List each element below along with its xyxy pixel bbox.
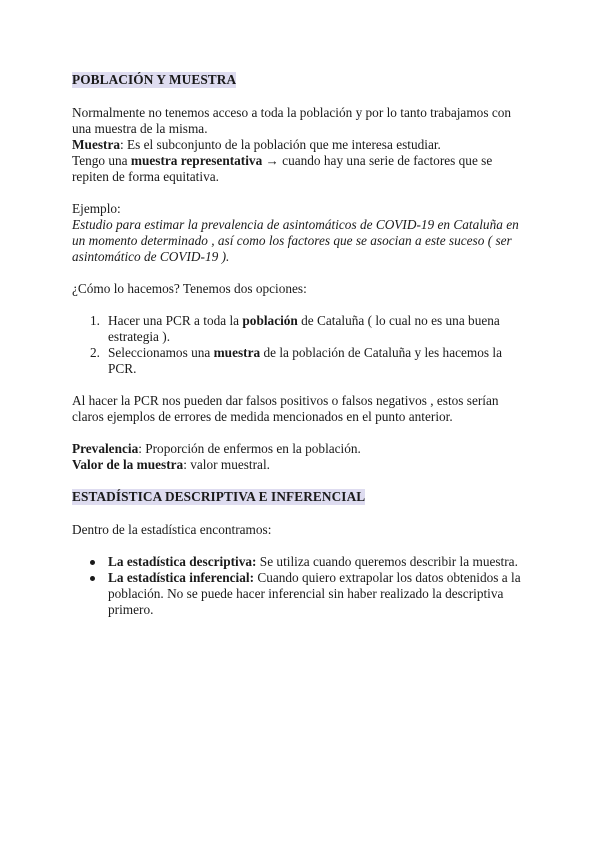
list-number: 1. bbox=[90, 313, 100, 328]
valor-definition bbox=[72, 457, 532, 473]
repr-pre: Tengo una bbox=[72, 153, 131, 168]
option-post: de Cataluña ( lo cual no es una buena estrategia ). bbox=[108, 313, 500, 344]
ejemplo-label: Ejemplo: bbox=[72, 201, 121, 216]
heading-text: POBLACIÓN Y MUESTRA bbox=[72, 72, 237, 87]
muestra-def: : Es el subconjunto de la población que me interesa estudiar. bbox=[120, 137, 441, 152]
bullet-icon bbox=[90, 560, 95, 565]
option-bold: población bbox=[242, 313, 298, 328]
muestra-definition bbox=[72, 137, 532, 153]
list-item bbox=[72, 313, 532, 345]
bullet-icon bbox=[90, 576, 95, 581]
heading-text: ESTADÍSTICA DESCRIPTIVA E INFERENCIAL bbox=[72, 489, 366, 504]
prevalencia-definition bbox=[72, 441, 532, 457]
options-list bbox=[72, 313, 532, 377]
intro-paragraph: Normalmente no tenemos acceso a toda la población y por lo tanto trabajamos con una muestra de la misma. bbox=[72, 105, 512, 136]
option-bold: muestra bbox=[213, 345, 261, 360]
muestra-representativa-line bbox=[72, 153, 532, 185]
repr-post: → cuando hay una serie de factores que se repiten de forma equitativa. bbox=[72, 153, 493, 184]
ejemplo-text: Estudio para estimar la prevalencia de asintomáticos de COVID-19 en Cataluña en un momento determinado , así como los factores que se asocian a este suceso ( ser asintomático de COVID-19 ). bbox=[72, 217, 519, 264]
pcr-paragraph: Al hacer la PCR nos pueden dar falsos positivos o falsos negativos , estos serían claros ejemplos de errores de medida mencionados en el punto anterior. bbox=[72, 393, 499, 424]
list-number: 2. bbox=[90, 345, 100, 360]
bullet-text: Cuando quiero extrapolar los datos obtenidos a la población. No se puede hacer inferencial sin haber realizado la descriptiva primero. bbox=[108, 570, 521, 617]
prevalencia-term: Prevalencia bbox=[72, 441, 139, 456]
valor-def: : valor muestral. bbox=[183, 457, 270, 472]
option-pre: Seleccionamos una bbox=[108, 345, 214, 360]
bullet-list bbox=[72, 554, 532, 618]
prevalencia-def: : Proporción de enfermos en la población. bbox=[138, 441, 361, 456]
repr-term: muestra representativa bbox=[130, 153, 263, 168]
section-heading-poblacion bbox=[72, 72, 532, 88]
muestra-term: Muestra bbox=[72, 137, 120, 152]
list-item bbox=[72, 345, 532, 377]
valor-term: Valor de la muestra bbox=[72, 457, 184, 472]
list-item bbox=[72, 554, 532, 570]
document-content bbox=[72, 72, 532, 618]
bullet-text: Se utiliza cuando queremos describir la muestra. bbox=[256, 554, 518, 569]
option-pre: Hacer una PCR a toda la bbox=[108, 313, 243, 328]
bullet-term: La estadística descriptiva: bbox=[108, 554, 257, 569]
section-heading-estadistica bbox=[72, 489, 532, 505]
como-question: ¿Cómo lo hacemos? Tenemos dos opciones: bbox=[72, 281, 307, 296]
option-post: de la población de Cataluña y les hacemos la PCR. bbox=[108, 345, 502, 376]
bullet-term: La estadística inferencial: bbox=[108, 570, 254, 585]
list-item bbox=[72, 570, 532, 618]
estadistica-intro: Dentro de la estadística encontramos: bbox=[72, 522, 272, 537]
